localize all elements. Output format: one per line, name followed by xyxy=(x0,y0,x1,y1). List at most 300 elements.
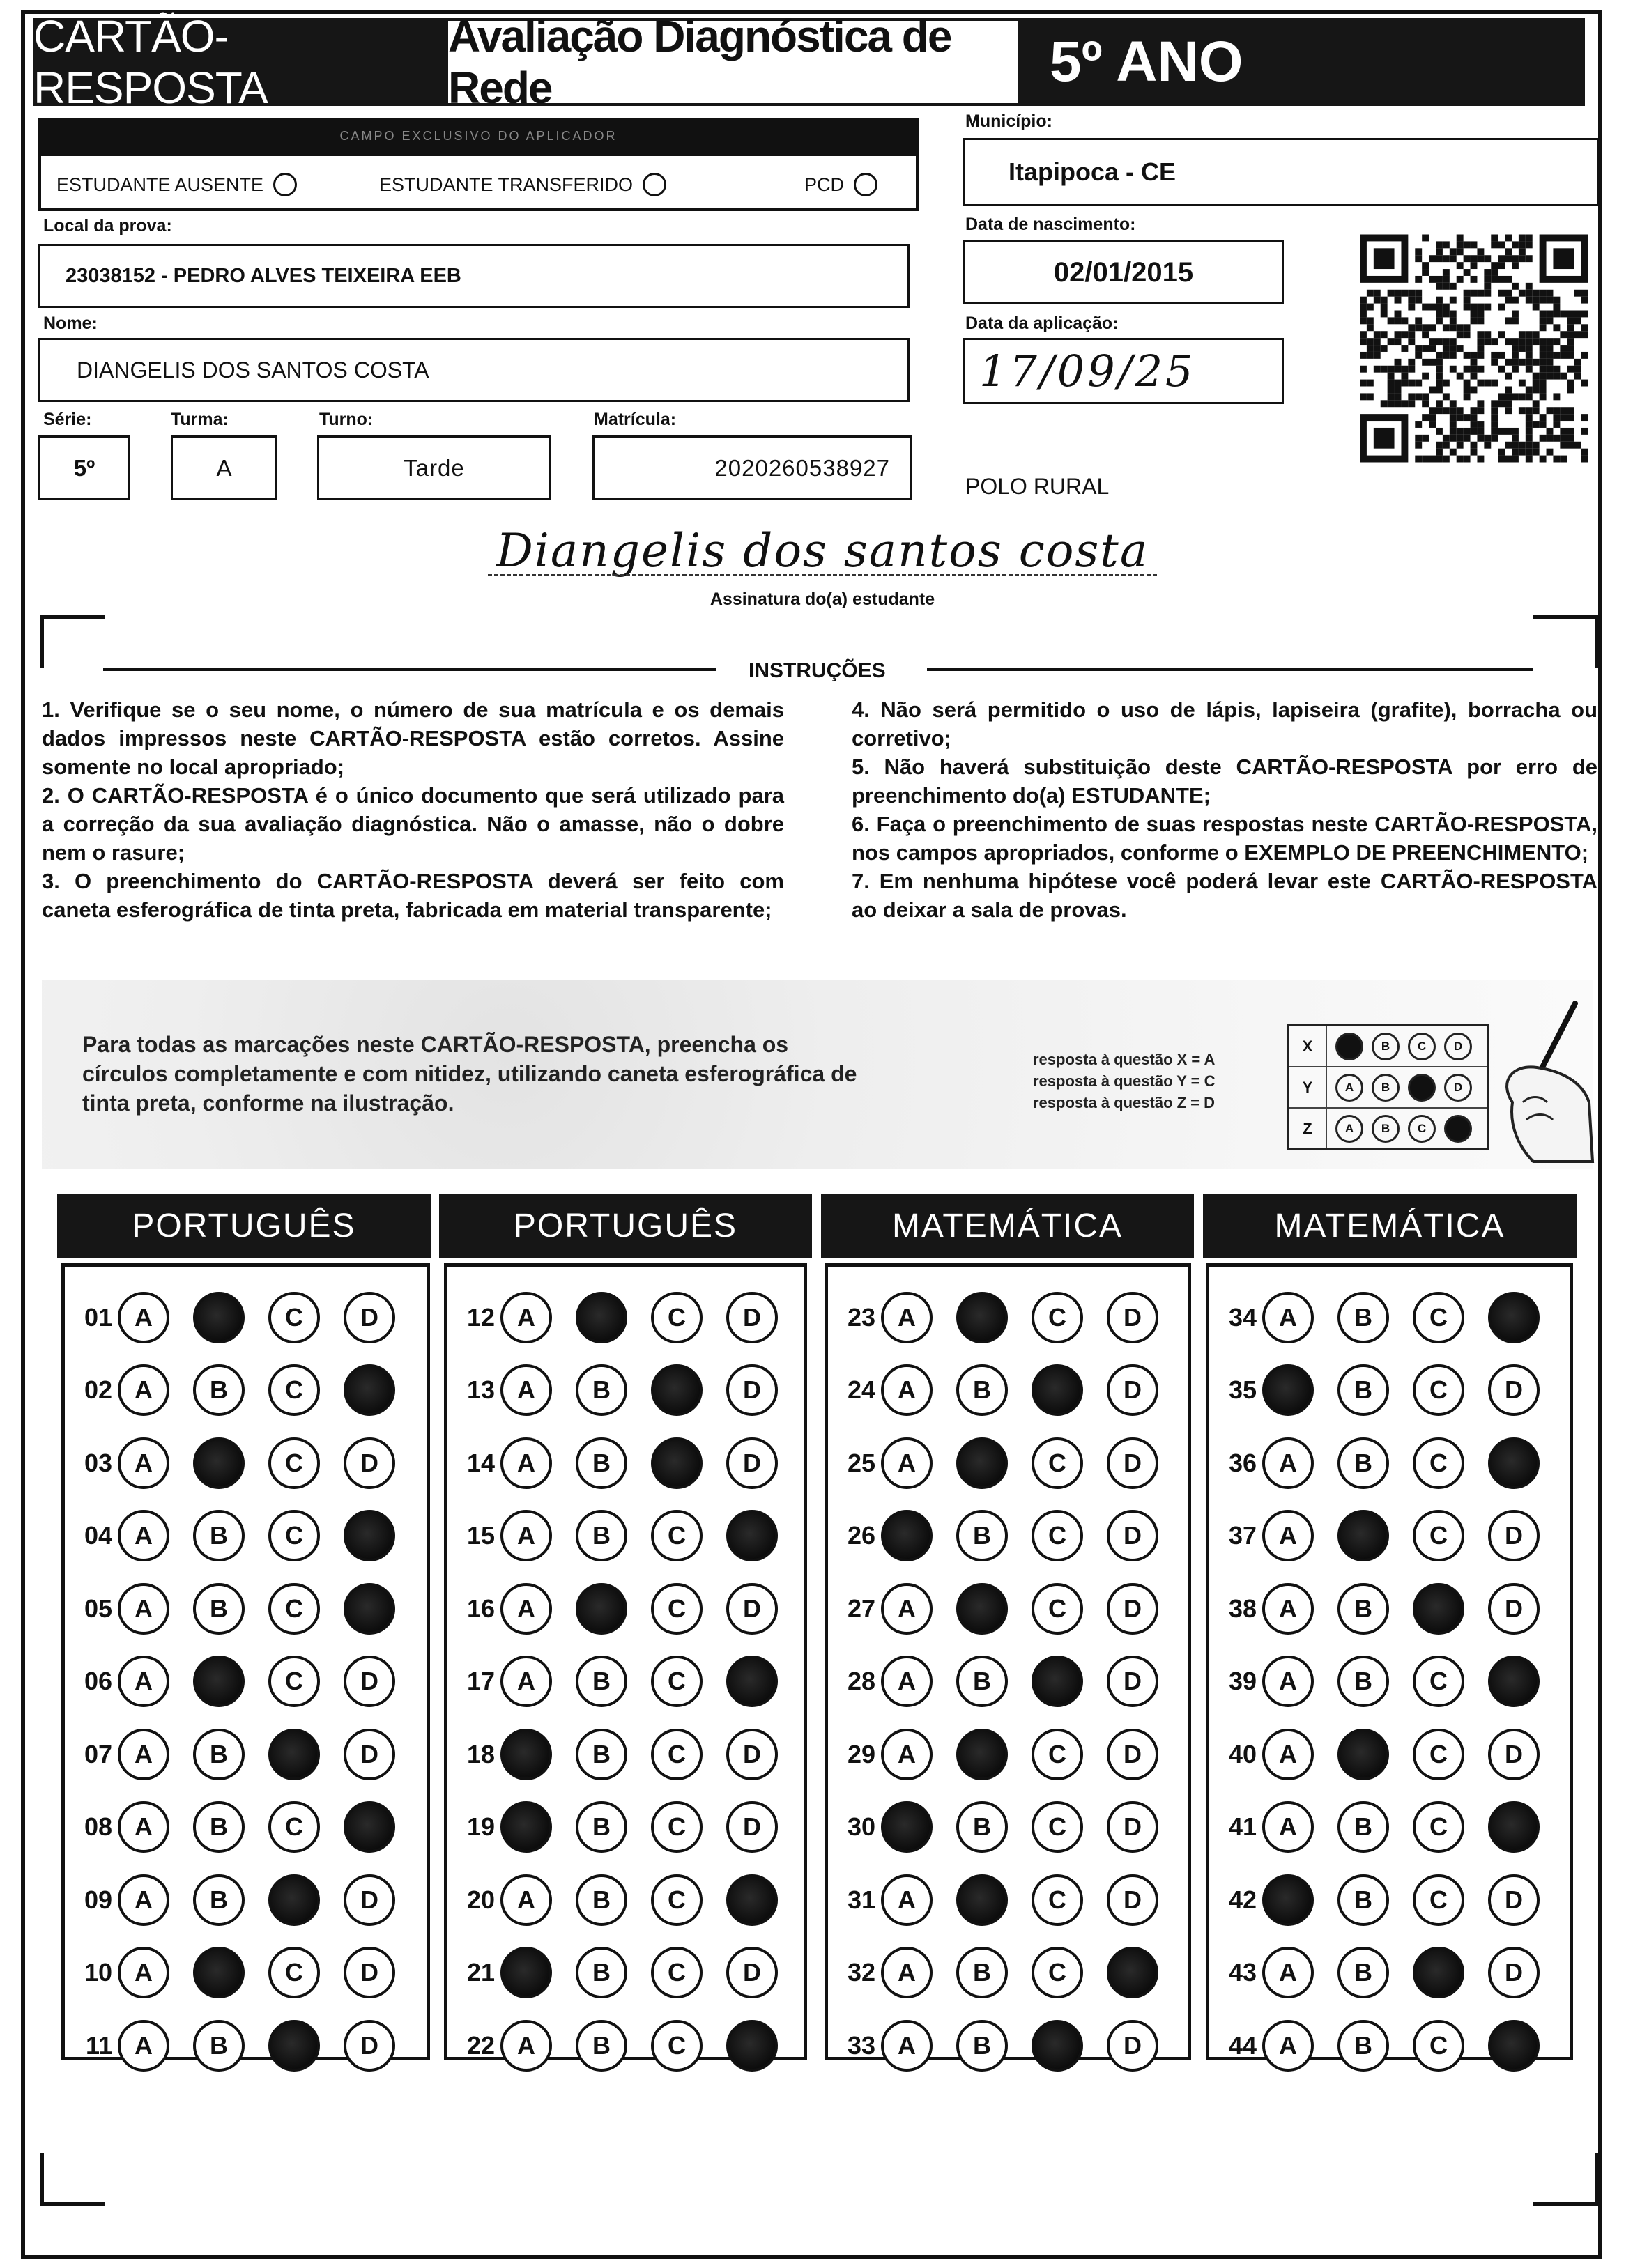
question-row xyxy=(446,1863,802,1936)
answer-bubble-d[interactable]: D xyxy=(726,1364,778,1416)
answer-bubble-a[interactable]: A xyxy=(118,1510,169,1561)
answer-bubble-b[interactable]: B xyxy=(193,1364,245,1416)
aplicacao-label: Data da aplicação: xyxy=(965,314,1119,333)
pcd-option[interactable] xyxy=(804,173,877,196)
example-row xyxy=(1289,1109,1487,1148)
answer-bubble-d[interactable]: D xyxy=(1488,1729,1540,1780)
answer-bubble-c[interactable]: C xyxy=(651,2020,703,2072)
answer-bubble-c[interactable]: C xyxy=(651,1510,703,1561)
instructions-rule-right xyxy=(927,668,1533,671)
answer-bubble-c[interactable]: C xyxy=(1413,1874,1464,1926)
answer-bubble-c[interactable]: C xyxy=(1413,1437,1464,1489)
question-number: 19 xyxy=(466,1812,495,1841)
answer-bubble-c[interactable]: C xyxy=(1413,1510,1464,1561)
answer-bubble-a[interactable]: A xyxy=(881,1583,933,1635)
answer-bubble-c-marked[interactable] xyxy=(1032,2020,1083,2072)
answer-bubble-a[interactable]: A xyxy=(881,1292,933,1343)
answer-bubble-d[interactable]: D xyxy=(1107,1292,1158,1343)
answer-bubble-a[interactable]: A xyxy=(500,1437,552,1489)
corner-mark-top-left xyxy=(40,615,105,668)
answer-bubble-c[interactable]: C xyxy=(651,1947,703,1998)
answer-bubble-d[interactable]: D xyxy=(344,1292,395,1343)
local-label: Local da prova: xyxy=(43,216,172,236)
aplicacao-field[interactable] xyxy=(963,338,1284,404)
answer-bubble-b[interactable]: B xyxy=(1337,1364,1389,1416)
pcd-label: PCD xyxy=(804,173,845,195)
matricula-value: 2020260538927 xyxy=(714,454,890,481)
answer-bubble-d[interactable]: D xyxy=(726,1947,778,1998)
polo-label: POLO RURAL xyxy=(965,474,1110,499)
answer-bubble-c[interactable]: C xyxy=(268,1510,320,1561)
question-row xyxy=(446,1572,802,1645)
answer-bubble-d[interactable]: D xyxy=(1107,2020,1158,2072)
answer-bubble-c[interactable]: C xyxy=(651,1801,703,1853)
answer-bubble-c[interactable]: C xyxy=(651,1583,703,1635)
answer-bubble-a-marked[interactable] xyxy=(500,1729,552,1780)
question-row xyxy=(63,1791,419,1864)
answer-bubble-b-marked[interactable] xyxy=(956,1437,1008,1489)
question-row xyxy=(827,1499,1182,1573)
student-signature: Diangelis dos santos costa xyxy=(496,524,1149,578)
question-row xyxy=(63,1426,419,1499)
answer-bubble-d[interactable]: D xyxy=(344,1874,395,1926)
answer-bubble-a-marked[interactable] xyxy=(881,1801,933,1853)
question-row xyxy=(63,1863,419,1936)
answer-bubble-a-marked[interactable] xyxy=(500,1801,552,1853)
answer-bubble-d[interactable]: D xyxy=(1107,1729,1158,1780)
answer-bubble-b[interactable]: B xyxy=(193,1510,245,1561)
answer-bubble-c-marked[interactable] xyxy=(1413,1947,1464,1998)
answer-bubble-d[interactable]: D xyxy=(1107,1874,1158,1926)
answer-bubble-b-marked[interactable] xyxy=(193,1947,245,1998)
answer-bubble-c[interactable]: C xyxy=(1032,1947,1083,1998)
question-number: 29 xyxy=(847,1739,875,1768)
answer-bubble-a[interactable]: A xyxy=(118,2020,169,2072)
answer-bubble-b-marked[interactable] xyxy=(956,1583,1008,1635)
answer-bubble-d[interactable]: D xyxy=(344,1656,395,1707)
example-bubble-c xyxy=(1408,1074,1436,1102)
question-number: 02 xyxy=(84,1375,112,1404)
answer-bubble-b[interactable]: B xyxy=(193,2020,245,2072)
question-number: 10 xyxy=(84,1958,112,1987)
answer-bubble-b[interactable]: B xyxy=(956,1656,1008,1707)
answer-bubble-b[interactable]: B xyxy=(576,1801,627,1853)
answer-bubble-a[interactable]: A xyxy=(1262,1947,1314,1998)
section-header: MATEMÁTICA xyxy=(821,1194,1194,1258)
question-row xyxy=(446,1791,802,1864)
answer-bubble-a[interactable]: A xyxy=(1262,1656,1314,1707)
answer-bubble-a[interactable]: A xyxy=(500,1656,552,1707)
answer-bubble-c[interactable]: C xyxy=(1032,1874,1083,1926)
answer-bubble-b[interactable]: B xyxy=(193,1874,245,1926)
answer-bubble-b[interactable]: B xyxy=(1337,1437,1389,1489)
answer-bubble-d-marked[interactable] xyxy=(344,1801,395,1853)
question-row xyxy=(446,1645,802,1718)
answer-bubble-c-marked[interactable] xyxy=(1032,1364,1083,1416)
question-number: 08 xyxy=(84,1812,112,1841)
answer-bubble-a[interactable]: A xyxy=(500,1364,552,1416)
question-number: 14 xyxy=(466,1448,495,1477)
pcd-radio[interactable] xyxy=(854,173,877,196)
question-row xyxy=(827,1426,1182,1499)
answer-bubble-b[interactable]: B xyxy=(956,1801,1008,1853)
answer-bubble-c[interactable]: C xyxy=(268,1583,320,1635)
answer-bubble-b[interactable]: B xyxy=(576,1947,627,1998)
answer-bubble-c[interactable]: C xyxy=(1413,2020,1464,2072)
answer-bubble-d[interactable]: D xyxy=(726,1437,778,1489)
answer-bubble-d-marked[interactable] xyxy=(726,1656,778,1707)
answer-bubble-c[interactable]: C xyxy=(651,1874,703,1926)
question-number: 38 xyxy=(1228,1594,1257,1623)
answer-bubble-a-marked[interactable] xyxy=(500,1947,552,1998)
answer-bubble-a[interactable]: A xyxy=(118,1729,169,1780)
example-bubble-d: D xyxy=(1444,1074,1472,1102)
answer-bubble-b[interactable]: B xyxy=(1337,1292,1389,1343)
answer-bubble-c[interactable]: C xyxy=(268,1656,320,1707)
answer-bubble-d-marked[interactable] xyxy=(726,1874,778,1926)
answer-bubble-a[interactable]: A xyxy=(500,2020,552,2072)
answer-bubble-a[interactable]: A xyxy=(118,1292,169,1343)
answer-bubble-c[interactable]: C xyxy=(1413,1801,1464,1853)
fill-example-grid xyxy=(1287,1024,1489,1150)
answer-bubble-d[interactable]: D xyxy=(1488,1583,1540,1635)
answer-bubble-d-marked[interactable] xyxy=(344,1510,395,1561)
question-number: 21 xyxy=(466,1958,495,1987)
answer-bubble-d[interactable]: D xyxy=(1107,1437,1158,1489)
answer-bubble-d[interactable]: D xyxy=(344,1729,395,1780)
answer-bubble-b[interactable]: B xyxy=(576,1437,627,1489)
answer-bubble-a-marked[interactable] xyxy=(1262,1874,1314,1926)
example-row-letter: X xyxy=(1289,1026,1327,1066)
question-number: 09 xyxy=(84,1885,112,1914)
answer-bubble-c[interactable]: C xyxy=(651,1292,703,1343)
question-row xyxy=(446,1499,802,1573)
answer-bubble-b-marked[interactable] xyxy=(193,1437,245,1489)
question-row xyxy=(63,1645,419,1718)
answer-bubble-a[interactable]: A xyxy=(1262,1510,1314,1561)
answer-bubble-c[interactable]: C xyxy=(268,1801,320,1853)
answer-bubble-a[interactable]: A xyxy=(118,1583,169,1635)
answer-bubble-b[interactable]: B xyxy=(576,1364,627,1416)
question-number: 27 xyxy=(847,1594,875,1623)
question-row xyxy=(827,1718,1182,1791)
answer-bubble-a[interactable]: A xyxy=(118,1874,169,1926)
qr-code xyxy=(1360,233,1588,463)
answer-bubble-b-marked[interactable] xyxy=(956,1874,1008,1926)
answer-bubble-c[interactable]: C xyxy=(1032,1583,1083,1635)
section-header: MATEMÁTICA xyxy=(1203,1194,1577,1258)
answer-bubble-a[interactable]: A xyxy=(881,1437,933,1489)
question-number: 39 xyxy=(1228,1667,1257,1695)
answer-bubble-c[interactable]: C xyxy=(268,1947,320,1998)
question-row xyxy=(63,1499,419,1573)
answer-bubble-a[interactable]: A xyxy=(1262,1801,1314,1853)
answer-bubble-a[interactable]: A xyxy=(881,1729,933,1780)
turno-label: Turno: xyxy=(319,410,374,429)
example-bubble-c: C xyxy=(1408,1033,1436,1060)
answer-bubble-d[interactable]: D xyxy=(726,1583,778,1635)
example-bubble-a xyxy=(1335,1033,1363,1060)
fill-example-legend xyxy=(1033,1049,1215,1113)
answer-bubble-c-marked[interactable] xyxy=(651,1437,703,1489)
answer-bubble-b[interactable]: B xyxy=(1337,1583,1389,1635)
answer-bubble-c[interactable]: C xyxy=(268,1364,320,1416)
answer-bubble-c[interactable]: C xyxy=(1413,1292,1464,1343)
question-number: 35 xyxy=(1228,1375,1257,1404)
corner-mark-bottom-left xyxy=(40,2153,105,2206)
answer-bubble-c[interactable]: C xyxy=(1032,1510,1083,1561)
answer-bubble-a[interactable]: A xyxy=(118,1437,169,1489)
question-number: 11 xyxy=(85,2030,112,2060)
question-number: 32 xyxy=(847,1958,875,1987)
answer-bubble-b[interactable]: B xyxy=(576,1656,627,1707)
pen-hand-illustration xyxy=(1471,998,1596,1165)
answer-bubble-a[interactable]: A xyxy=(118,1364,169,1416)
turma-field xyxy=(171,435,277,500)
instruction-5: 5. Não haverá substituição deste CARTÃO-RESPOSTA por erro de preenchimento do(a) ESTUDANTE; xyxy=(852,755,1597,808)
answer-bubble-b-marked[interactable] xyxy=(1337,1510,1389,1561)
qr-finder-bottom-left xyxy=(1360,414,1408,462)
answer-bubble-c-marked[interactable] xyxy=(651,1364,703,1416)
answer-bubble-b[interactable]: B xyxy=(956,1947,1008,1998)
answer-bubble-a[interactable]: A xyxy=(1262,1292,1314,1343)
question-row xyxy=(1208,1281,1563,1354)
question-row xyxy=(446,1426,802,1499)
answer-bubble-a[interactable]: A xyxy=(1262,1437,1314,1489)
local-value: 23038152 - PEDRO ALVES TEIXEIRA EEB xyxy=(66,264,461,287)
answer-bubble-a[interactable]: A xyxy=(881,1364,933,1416)
question-number: 13 xyxy=(466,1375,495,1404)
answer-bubble-d[interactable]: D xyxy=(1107,1656,1158,1707)
question-number: 05 xyxy=(84,1594,112,1623)
answer-bubble-a[interactable]: A xyxy=(1262,1583,1314,1635)
question-row xyxy=(446,1354,802,1427)
answer-bubble-d-marked[interactable] xyxy=(1488,1292,1540,1343)
answer-bubble-d[interactable]: D xyxy=(726,1729,778,1780)
answer-bubble-a[interactable]: A xyxy=(881,1947,933,1998)
example-bubble-b: B xyxy=(1372,1033,1400,1060)
answer-bubble-b[interactable]: B xyxy=(956,2020,1008,2072)
answer-bubble-b[interactable]: B xyxy=(576,1874,627,1926)
example-bubble-b: B xyxy=(1372,1074,1400,1102)
answer-bubble-b[interactable]: B xyxy=(193,1583,245,1635)
transferred-option[interactable] xyxy=(379,173,666,196)
transferred-radio[interactable] xyxy=(643,173,666,196)
answer-bubble-d-marked[interactable] xyxy=(726,1510,778,1561)
aplicacao-handwritten: 17/09/25 xyxy=(979,346,1196,396)
answer-bubble-a[interactable]: A xyxy=(118,1801,169,1853)
answer-bubble-d[interactable]: D xyxy=(1488,1364,1540,1416)
answer-bubble-d[interactable]: D xyxy=(1107,1583,1158,1635)
question-row xyxy=(1208,1791,1563,1864)
question-number: 23 xyxy=(847,1302,875,1332)
answer-bubble-d[interactable]: D xyxy=(1488,1510,1540,1561)
answer-bubble-a[interactable]: A xyxy=(500,1510,552,1561)
answer-bubble-c-marked[interactable] xyxy=(1413,1583,1464,1635)
answer-bubble-c[interactable]: C xyxy=(1032,1292,1083,1343)
question-number: 33 xyxy=(847,2030,875,2060)
answer-bubble-b[interactable]: B xyxy=(576,1510,627,1561)
answer-bubble-b[interactable]: B xyxy=(193,1729,245,1780)
answer-bubble-a[interactable]: A xyxy=(118,1656,169,1707)
section-answer-box xyxy=(444,1263,807,2060)
serie-label: Série: xyxy=(43,410,92,429)
answer-bubble-a-marked[interactable] xyxy=(881,1510,933,1561)
corner-mark-top-right xyxy=(1533,615,1599,668)
answer-bubble-b[interactable]: B xyxy=(193,1801,245,1853)
answer-bubble-c-marked[interactable] xyxy=(268,2020,320,2072)
answer-bubble-a[interactable]: A xyxy=(881,1656,933,1707)
answer-bubble-d[interactable]: D xyxy=(1107,1510,1158,1561)
answer-bubble-c[interactable]: C xyxy=(268,1292,320,1343)
instruction-3: 3. O preenchimento do CARTÃO-RESPOSTA deverá ser feito com caneta esferográfica de tinta preta, fabricada em material transparente; xyxy=(42,869,784,922)
corner-mark-bottom-right xyxy=(1533,2153,1599,2206)
question-number: 03 xyxy=(84,1448,112,1477)
answer-bubble-c[interactable]: C xyxy=(1413,1364,1464,1416)
answer-bubble-b[interactable]: B xyxy=(576,2020,627,2072)
answer-bubble-c[interactable]: C xyxy=(651,1656,703,1707)
answer-bubble-b[interactable]: B xyxy=(1337,1947,1389,1998)
question-number: 43 xyxy=(1228,1958,1257,1987)
grade-title: 5º ANO xyxy=(1018,18,1585,106)
answer-bubble-c-marked[interactable] xyxy=(268,1874,320,1926)
question-row xyxy=(1208,1426,1563,1499)
nome-label: Nome: xyxy=(43,314,98,333)
question-row xyxy=(1208,1354,1563,1427)
answer-bubble-b[interactable]: B xyxy=(1337,1656,1389,1707)
qr-finder-top-left xyxy=(1360,235,1408,283)
instructions-left-column xyxy=(42,695,784,924)
fill-example-text: Para todas as marcações neste CARTÃO-RESPOSTA, preencha os círculos completamente e com nitidez, utilizando caneta esferográfica de tinta preta, conforme na ilustração. xyxy=(82,1032,857,1116)
answer-bubble-d-marked[interactable] xyxy=(1488,1437,1540,1489)
question-row xyxy=(827,1645,1182,1718)
question-number: 31 xyxy=(847,1885,875,1914)
answer-bubble-b-marked[interactable] xyxy=(576,1292,627,1343)
answer-bubble-a[interactable]: A xyxy=(500,1292,552,1343)
answer-bubble-b[interactable]: B xyxy=(1337,1801,1389,1853)
answer-bubble-b-marked[interactable] xyxy=(193,1292,245,1343)
question-number: 07 xyxy=(84,1739,112,1768)
question-row xyxy=(1208,1718,1563,1791)
turno-value: Tarde xyxy=(404,454,465,481)
question-number: 28 xyxy=(847,1667,875,1695)
answer-bubble-a[interactable]: A xyxy=(500,1583,552,1635)
answer-bubble-b[interactable]: B xyxy=(956,1510,1008,1561)
answer-bubble-c[interactable]: C xyxy=(651,1729,703,1780)
answer-bubble-b-marked[interactable] xyxy=(193,1656,245,1707)
matricula-field xyxy=(592,435,912,500)
answer-bubble-a[interactable]: A xyxy=(1262,1729,1314,1780)
answer-bubble-d[interactable]: D xyxy=(344,1437,395,1489)
answer-bubble-b[interactable]: B xyxy=(1337,2020,1389,2072)
answer-bubble-d-marked[interactable] xyxy=(726,2020,778,2072)
question-number: 37 xyxy=(1228,1521,1257,1550)
answer-bubble-d[interactable]: D xyxy=(726,1801,778,1853)
example-row xyxy=(1289,1067,1487,1109)
instruction-1: 1. Verifique se o seu nome, o número de sua matrícula e os demais dados impressos neste CARTÃO-RESPOSTA estão corretos. Assine somente no local apropriado; xyxy=(42,697,784,779)
answer-bubble-d[interactable]: D xyxy=(344,1947,395,1998)
question-number: 01 xyxy=(84,1302,112,1332)
question-row xyxy=(63,1572,419,1645)
question-row xyxy=(1208,1645,1563,1718)
question-number: 24 xyxy=(847,1375,875,1404)
absent-option[interactable] xyxy=(56,173,297,196)
section-answer-box xyxy=(1206,1263,1573,2060)
answer-bubble-c-marked[interactable] xyxy=(268,1729,320,1780)
answer-bubble-d[interactable]: D xyxy=(1488,1947,1540,1998)
answer-bubble-d-marked[interactable] xyxy=(1488,1656,1540,1707)
answer-bubble-b-marked[interactable] xyxy=(956,1292,1008,1343)
answer-bubble-b-marked[interactable] xyxy=(576,1583,627,1635)
signature-line xyxy=(488,574,1157,576)
answer-bubble-d[interactable]: D xyxy=(1488,1874,1540,1926)
question-number: 17 xyxy=(466,1667,495,1695)
answer-bubble-c[interactable]: C xyxy=(1032,1729,1083,1780)
example-bubble-d: D xyxy=(1444,1033,1472,1060)
answer-bubble-c[interactable]: C xyxy=(268,1437,320,1489)
question-number: 30 xyxy=(847,1812,875,1841)
instruction-7: 7. Em nenhuma hipótese você poderá levar este CARTÃO-RESPOSTA ao deixar a sala de provas. xyxy=(852,869,1597,922)
answer-bubble-a[interactable]: A xyxy=(118,1947,169,1998)
example-row-letter: Y xyxy=(1289,1067,1327,1107)
answer-bubble-a[interactable]: A xyxy=(881,2020,933,2072)
question-number: 15 xyxy=(466,1521,495,1550)
answer-bubble-a[interactable]: A xyxy=(500,1874,552,1926)
answer-bubble-d[interactable]: D xyxy=(1107,1801,1158,1853)
question-row xyxy=(827,1791,1182,1864)
answer-bubble-c[interactable]: C xyxy=(1413,1656,1464,1707)
answer-bubble-c[interactable]: C xyxy=(1413,1729,1464,1780)
question-row xyxy=(1208,2009,1563,2082)
answer-bubble-a[interactable]: A xyxy=(1262,2020,1314,2072)
answer-bubble-d-marked[interactable] xyxy=(344,1364,395,1416)
answer-bubble-d-marked[interactable] xyxy=(1488,1801,1540,1853)
answer-bubble-c-marked[interactable] xyxy=(1032,1656,1083,1707)
answer-bubble-d[interactable]: D xyxy=(344,2020,395,2072)
answer-bubble-d[interactable]: D xyxy=(1107,1364,1158,1416)
answer-bubble-d-marked[interactable] xyxy=(344,1583,395,1635)
question-number: 41 xyxy=(1228,1812,1257,1841)
question-number: 16 xyxy=(466,1594,495,1623)
answer-bubble-d[interactable]: D xyxy=(726,1292,778,1343)
answer-bubble-b[interactable]: B xyxy=(956,1364,1008,1416)
question-row xyxy=(446,1281,802,1354)
question-number: 12 xyxy=(466,1302,495,1332)
question-row xyxy=(63,1718,419,1791)
card-title: CARTÃO-RESPOSTA xyxy=(33,18,448,106)
answer-bubble-b[interactable]: B xyxy=(1337,1874,1389,1926)
answer-bubble-c[interactable]: C xyxy=(1032,1801,1083,1853)
answer-bubble-a-marked[interactable] xyxy=(1262,1364,1314,1416)
question-row xyxy=(446,1936,802,2009)
answer-bubble-d-marked[interactable] xyxy=(1488,2020,1540,2072)
section-header: PORTUGUÊS xyxy=(57,1194,431,1258)
municipio-field xyxy=(963,138,1599,206)
absent-label: ESTUDANTE AUSENTE xyxy=(56,173,264,195)
answer-bubble-b[interactable]: B xyxy=(576,1729,627,1780)
absent-radio[interactable] xyxy=(273,173,297,196)
answer-bubble-c[interactable]: C xyxy=(1032,1437,1083,1489)
section-answer-box xyxy=(825,1263,1191,2060)
answer-bubble-a[interactable]: A xyxy=(881,1874,933,1926)
nome-value: DIANGELIS DOS SANTOS COSTA xyxy=(77,357,429,383)
nascimento-label: Data de nascimento: xyxy=(965,215,1136,234)
question-number: 18 xyxy=(466,1739,495,1768)
question-number: 20 xyxy=(466,1885,495,1914)
answer-bubble-b-marked[interactable] xyxy=(956,1729,1008,1780)
answer-bubble-b-marked[interactable] xyxy=(1337,1729,1389,1780)
answer-bubble-d-marked[interactable] xyxy=(1107,1947,1158,1998)
